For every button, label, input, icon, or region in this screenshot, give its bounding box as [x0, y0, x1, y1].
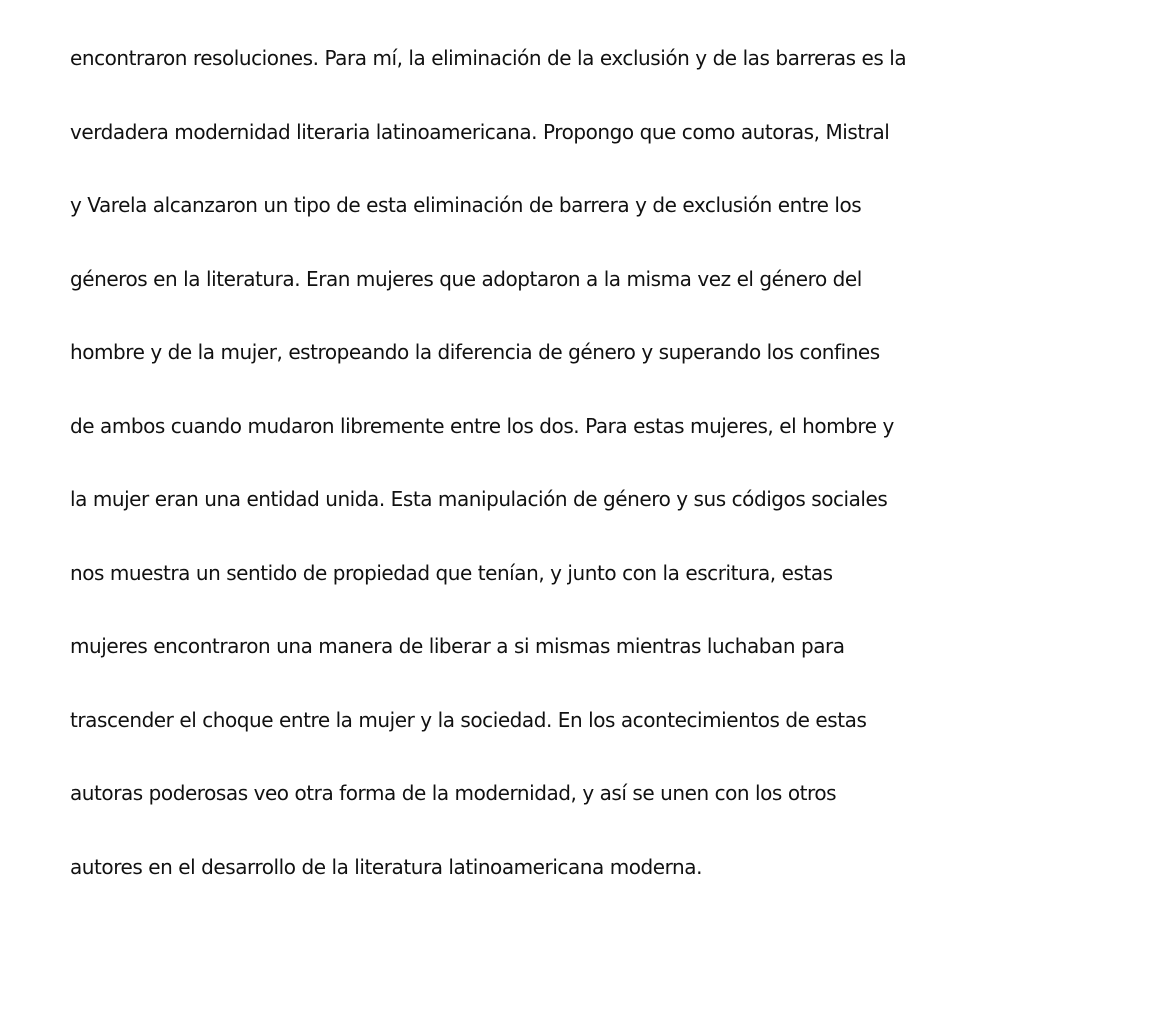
text-line-1: encontraron resoluciones. Para mí, la eliminación de la exclusión y de las barreras es la	[70, 46, 907, 70]
text-line-3: y Varela alcanzaron un tipo de esta eliminación de barrera y de exclusión entre los	[70, 193, 862, 217]
body-paragraph	[70, 40, 1130, 922]
text-line-11: autoras poderosas veo otra forma de la modernidad, y así se unen con los otros	[70, 781, 837, 805]
text-line-4: géneros en la literatura. Eran mujeres que adoptaron a la misma vez el género del	[70, 266, 862, 291]
text-line-9: mujeres encontraron una manera de liberar a si mismas mientras luchaban para	[70, 634, 845, 658]
text-line-10: trascender el choque entre la mujer y la sociedad. En los acontecimientos de estas	[70, 707, 867, 732]
text-line-2: verdadera modernidad literaria latinoamericana. Propongo que como autoras, Mistral	[70, 119, 890, 144]
text-line-8: nos muestra un sentido de propiedad que tenían, y junto con la escritura, estas	[70, 560, 833, 585]
text-line-12: autores en el desarrollo de la literatura latinoamericana moderna.	[70, 854, 702, 879]
text-line-6: de ambos cuando mudaron libremente entre los dos. Para estas mujeres, el hombre y	[70, 413, 894, 438]
text-line-5: hombre y de la mujer, estropeando la diferencia de género y superando los confines	[70, 340, 880, 364]
text-line-7: la mujer eran una entidad unida. Esta manipulación de género y sus códigos sociales	[70, 487, 888, 511]
